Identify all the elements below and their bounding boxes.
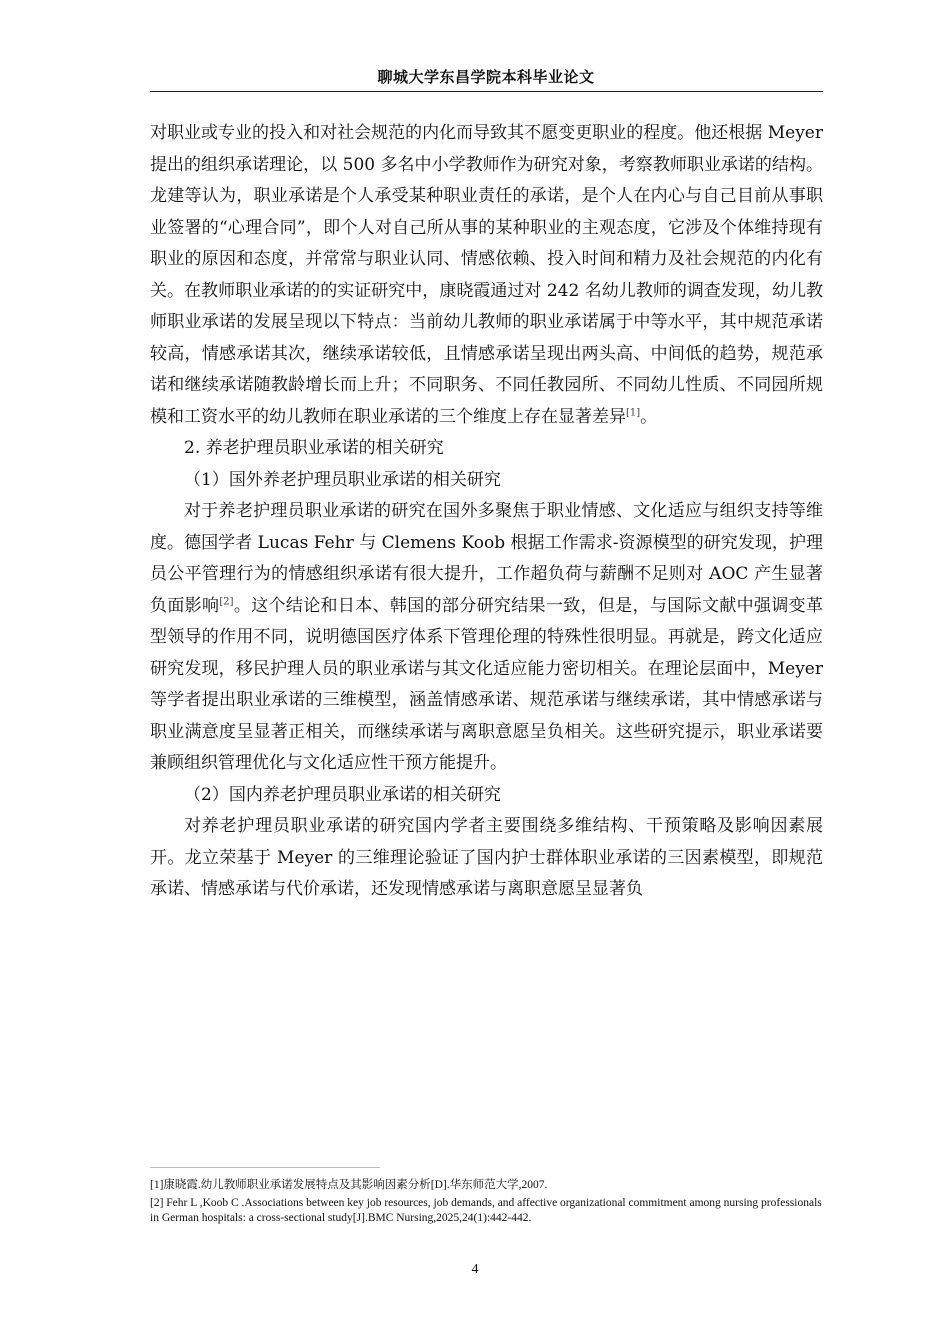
page-number: 4	[471, 1262, 479, 1277]
page-header-title: 聊城大学东昌学院本科毕业论文	[377, 68, 595, 86]
paragraph-2	[150, 496, 823, 780]
footnote-ref-1[interactable]: [1]	[626, 406, 641, 418]
paragraph-1-text: 对职业或专业的投入和对社会规范的内化而导致其不愿变更职业的程度。他还根据 Meyer 提出的组织承诺理论，以 500 多名中小学教师作为研究对象，考察教师职业承诺的结构。龙建等认为，职业承诺是个人承受某种职业责任的承诺，是个人在内心与自己目前从事职业签署的“心理合同”，即个人对自己所从事的某种职业的主观态度，它涉及个体维持现有职业的原因和态度，并常常与职业认同、情感依赖、投入时间和精力及社会规范的内化有关。在教师职业承诺的的实证研究中，康晓霞通过对 242 名幼儿教师的调查发现，幼儿教师职业承诺的发展呈现以下特点：当前幼儿教师的职业承诺属于中等水平，其中规范承诺较高，情感承诺其次，继续承诺较低，且情感承诺呈现出两头高、中间低的趋势，规范承诺和继续承诺随教龄增长而上升；不同职务、不同任教园所、不同幼儿性质、不同园所规模和工资水平的幼儿教师在职业承诺的三个维度上存在显著差异	[150, 123, 823, 427]
footnote-1: [1]康晓霞.幼儿教师职业承诺发展特点及其影响因素分析[D].华东师范大学,2007.	[150, 1179, 548, 1191]
section-heading-2: 2. 养老护理员职业承诺的相关研究	[184, 438, 444, 458]
footnotes	[150, 1178, 823, 1229]
main-body	[150, 118, 823, 906]
subsection-heading-1: （1）国外养老护理员职业承诺的相关研究	[184, 469, 501, 490]
paragraph-3: 对养老护理员职业承诺的研究国内学者主要围绕多维结构、干预策略及影响因素展开。龙立荣基于 Meyer 的三维理论验证了国内护士群体职业承诺的三因素模型，即规范承诺、情感承诺与代价承诺，还发现情感承诺与离职意愿呈显著负	[150, 816, 823, 899]
paragraph-1-tail: 。	[640, 406, 658, 427]
paragraph-2-tail: 。这个结论和日本、韩国的部分研究结果一致，但是，与国际文献中强调变革型领导的作用不同，说明德国医疗体系下管理伦理的特殊性很明显。再就是，跨文化适应研究发现，移民护理人员的职业承诺与其文化适应能力密切相关。在理论层面中，Meyer 等学者提出职业承诺的三维模型，涵盖情感承诺、规范承诺与继续承诺，其中情感承诺与职业满意度呈显著正相关，而继续承诺与离职意愿呈负相关。这些研究提示，职业承诺要兼顾组织管理优化与文化适应性干预方能提升。	[150, 595, 824, 773]
footnote-2: [2] Fehr L ,Koob C .Associations between key job resources, job demands, and affective organizational commitment among nursing professionals in German hospitals: a cross-sectional study[J].BMC Nursing,2025,24(1):442-442.	[150, 1197, 822, 1224]
paragraph-1	[150, 118, 823, 433]
footnote-divider	[150, 1167, 380, 1168]
paragraph-2-text: 对于养老护理员职业承诺的研究在国外多聚焦于职业情感、文化适应与组织支持等维度。德国学者 Lucas Fehr 与 Clemens Koob 根据工作需求-资源模型的研究发现，护理员公平管理行为的情感组织承诺有很大提升，工作超负荷与薪酬不足则对 AOC 产生显著负面影响	[150, 501, 823, 616]
header-divider	[150, 91, 823, 92]
footnote-ref-2[interactable]: [2]	[219, 595, 234, 607]
subsection-heading-2: （2）国内养老护理员职业承诺的相关研究	[184, 784, 501, 805]
